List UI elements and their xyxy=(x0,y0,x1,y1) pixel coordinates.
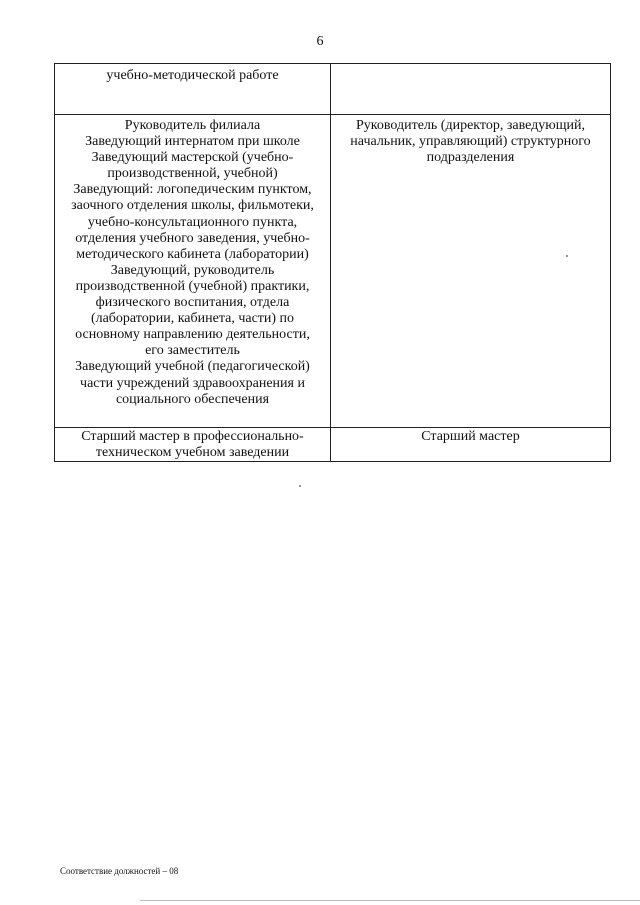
cell-text-line: Руководитель филиала xyxy=(124,118,261,133)
table-cell-left xyxy=(55,428,331,462)
cell-text-line: Заведующий учебной (педагогической) xyxy=(75,359,310,375)
cell-text-line: отделения учебного заведения, учебно- xyxy=(75,230,310,246)
cell-text-line: его заместитель xyxy=(145,343,240,359)
cell-text-line: основному направлению деятельности, xyxy=(75,327,310,343)
cell-text-line: заочного отделения школы, фильмотеки, xyxy=(71,198,314,214)
cell-text-line: части учреждений здравоохранения и xyxy=(80,375,305,391)
table-cell-left xyxy=(55,64,331,115)
cell-text-line: Заведующий интернатом при школе xyxy=(85,134,300,150)
cell-text-line: подразделения xyxy=(426,150,515,166)
cell-text-line: Заведующий мастерской (учебно- xyxy=(91,150,294,166)
table-cell-right xyxy=(331,115,611,428)
cell-text-line: техническом учебном заведении xyxy=(95,445,290,461)
cell-text-line: физического воспитания, отдела xyxy=(95,295,290,311)
cell-text-line: Старший мастер xyxy=(421,429,520,444)
cell-text-line: Заведующий: логопедическим пунктом, xyxy=(73,182,312,198)
cell-text-line: производственной (учебной) практики, xyxy=(75,278,310,294)
table-row xyxy=(55,64,611,115)
footer-note: Соответствие должностей – 08 xyxy=(60,866,179,876)
cell-text-line: Руководитель (директор, заведующий, xyxy=(356,118,585,133)
scan-speck xyxy=(566,255,568,257)
cell-text-line: Старший мастер в профессионально- xyxy=(81,429,304,444)
table-row xyxy=(55,428,611,462)
table-cell-right xyxy=(331,64,611,115)
cell-text-line: Заведующий, руководитель xyxy=(110,262,275,278)
cell-text-line: методического кабинета (лаборатории) xyxy=(76,246,309,262)
scan-edge-line xyxy=(140,900,640,901)
scan-speck xyxy=(299,485,301,487)
table-cell-right xyxy=(331,428,611,462)
cell-text-line: учебно-методической работе xyxy=(106,68,279,83)
cell-text-line: производственной, учебной) xyxy=(107,166,278,182)
cell-text-line: начальник, управляющий) структурного xyxy=(350,134,591,150)
table-cell-left xyxy=(55,115,331,428)
cell-text-line: (лаборатории, кабинета, части) по xyxy=(90,311,295,327)
table-row xyxy=(55,115,611,428)
cell-text-line: социального обеспечения xyxy=(115,391,270,407)
positions-table xyxy=(54,63,611,462)
cell-text-line: учебно-консультационного пункта, xyxy=(87,214,298,230)
page-number: 6 xyxy=(316,34,324,49)
